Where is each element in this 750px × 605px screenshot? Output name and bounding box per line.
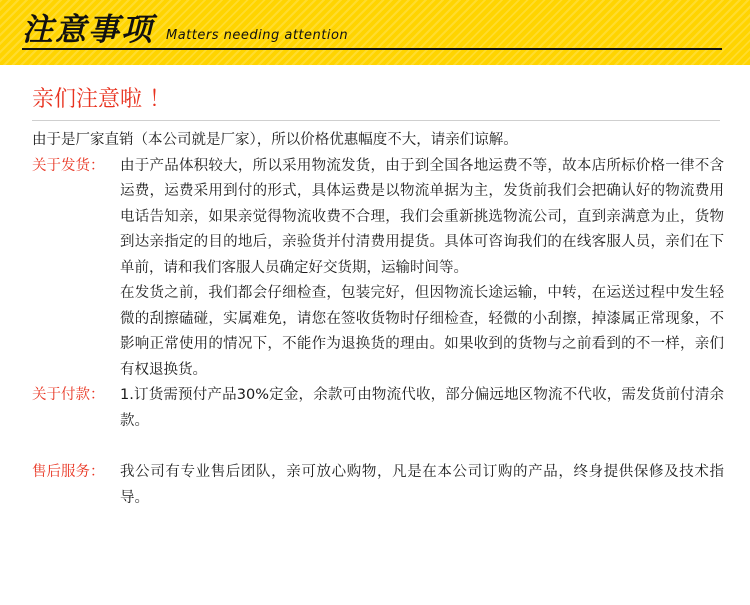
banner-subtitle: Matters needing attention	[166, 28, 349, 43]
shipping-paragraph-2: 在发货之前，我们都会仔细检查，包装完好，但因物流长途运输，中转，在运送过程中发生轻微的刮擦磕碰，实属难免，请您在签收货物时仔细检查，轻微的小刮擦，掉漆属正常现象，不影响正常使用的情况下，不能作为退换货的理由。如果收到的货物与之前看到的不一样，亲们有权退换货。	[120, 285, 724, 378]
notice-heading: 亲们注意啦 ！	[32, 87, 171, 112]
section-payment	[32, 383, 724, 434]
banner-title: 注意事项	[22, 12, 154, 48]
heading-divider	[32, 120, 720, 121]
shipping-paragraph-1: 由于产品体积较大，所以采用物流发货，由于到全国各地运费不等，故本店所标价格一律不含运费，运费采用到付的形式，具体运费是以物流单据为主，发货前我们会把确认好的物流费用电话告知亲，如果亲觉得物流收费不合理，我们会重新挑选物流公司，直到亲满意为止，货物到达亲指定的目的地后，亲验货并付清费用提货。具体可咨询我们的在线客服人员，亲们在下单前，请和我们客服人员确定好交货期，运输时间等。	[120, 157, 724, 276]
spacer	[32, 434, 724, 460]
section-shipping	[32, 154, 724, 384]
payment-paragraph: 1.订货需预付产品30%定金，余款可由物流代收，部分偏远地区物流不代收，需发货前付清余款。	[120, 387, 724, 429]
section-label-payment: 关于付款：	[32, 387, 105, 403]
header-banner	[0, 0, 750, 65]
intro-text: 由于是厂家直销（本公司就是厂家），所以价格优惠幅度不大，请亲们谅解。	[32, 132, 518, 148]
section-after-sales	[32, 460, 724, 511]
section-label-shipping: 关于发货：	[32, 157, 105, 174]
notice-content	[32, 128, 724, 511]
banner-underline	[22, 48, 722, 50]
after-sales-paragraph: 我公司有专业售后团队，亲可放心购物，凡是在本公司订购的产品，终身提供保修及技术指导。	[120, 464, 724, 506]
section-label-after-sales: 售后服务：	[32, 464, 105, 480]
